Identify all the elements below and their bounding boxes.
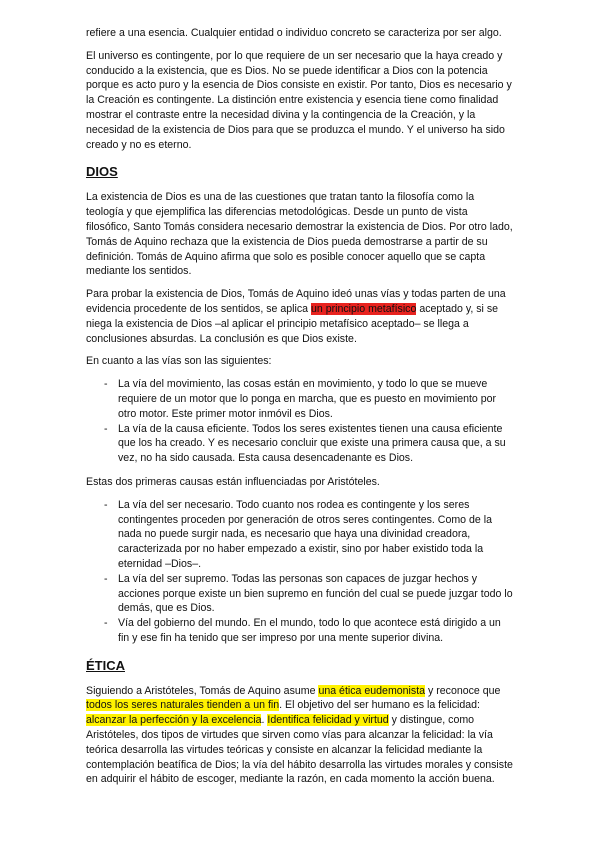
vias-list-1 — [86, 377, 514, 466]
list-item: - La vía del ser supremo. Todas las personas son capaces de juzgar hechos y acciones porque existe un bien supremo en función del cual se puede juzgar todo lo demás, que es Dios. — [104, 572, 513, 615]
dash-bullet: - — [104, 498, 108, 511]
text-segment: Para probar la existencia de Dios, Tomás de Aquino ideó unas vías y todas parten de una evidencia procedente de los sentidos, se aplica — [86, 288, 506, 315]
paragraph-universo: El universo es contingente, por lo que requiere de un ser necesario que la haya creado y conducido a la existencia, que es Dios. No se puede identificar a Dios con la potencia porque es acto puro y la esencia de Dios consiste en existir. Por tanto, Dios es necesario y la Creación es contingente. La distinción entre existencia y esencia tiene como finalidad mostrar el contraste entre la necesidad divina y la contingencia de la Creación, y la necesidad de la existencia de Dios para que se produzca el mundo. Y el universo ha sido creado y no es eterno. — [86, 49, 512, 151]
dash-bullet: - — [104, 378, 108, 391]
text-segment: aceptado y, si se niega la existencia de Dios –al aplicar el principio metafísico aceptado– se llega a conclusiones absurdas. La conclusión es que Dios existe. — [86, 302, 499, 345]
highlight-seres-naturales: todos los seres naturales tienden a un fin — [86, 699, 280, 712]
list-item: - La vía de la causa eficiente. Todos los seres existentes tienen una causa eficiente que los ha creado. Y es necesario concluir que existe una primera causa que, a su vez, no ha sido causada. Esta causa desencadenante es Dios. — [104, 422, 506, 465]
dash-bullet: - — [104, 572, 108, 585]
text-segment: y reconoce que — [425, 684, 501, 697]
highlight-principio-metafisico: un principio metafísico — [310, 302, 417, 315]
text-segment: . El objetivo del ser humano es la felicidad: — [279, 699, 480, 712]
highlight-perfeccion: alcanzar la perfección y la excelencia — [86, 714, 262, 727]
highlight-felicidad-virtud: Identifica felicidad y virtud — [267, 714, 389, 727]
paragraph-etica — [86, 684, 514, 788]
heading-etica: ÉTICA — [86, 657, 125, 673]
highlight-etica-eudemonista: una ética eudemonista — [318, 684, 426, 697]
paragraph-existencia-dios: La existencia de Dios es una de las cuestiones que tratan tanto la filosofía como la teología y que ejemplifica las diferencias metodológicas. Desde un punto de vista filosófico, Santo Tomás considera necesario demostrar la existencia de Dios. Por otro lado, Tomás de Aquino rechaza que la existencia de Dios pueda demostrarse a partir de su definición. Tomás de Aquino afirma que solo es posible conocer aquello que se capta mediante los sentidos. — [86, 191, 513, 278]
text-segment: . — [261, 714, 268, 727]
text-segment: y distingue, como Aristóteles, dos tipos de virtudes que sirven como vías para alcanzar la felicidad: la vía teórica desarrolla las virtudes teóricas y consiste en alcanzar la felicidad mediante la contemplación beatífica de Dios; la vía del hábito desarrolla las virtudes morales y consiste en adquirir el hábito de escoger, mediante la razón, en cada momento la acción buena. — [86, 714, 513, 786]
paragraph-vias-label: En cuanto a las vías son las siguientes: — [86, 355, 272, 368]
list-item: - La vía del ser necesario. Todo cuanto nos rodea es contingente y los seres contingentes proceden por generación de otros seres contingentes. Como de la nada no puede surgir nada, es necesario que haya una divinidad creadora, caracterizada por no haber empezado a existir, sino por haber existido toda la eternidad –Dios–. — [104, 498, 492, 570]
list-item: - Vía del gobierno del mundo. En el mundo, todo lo que acontece está dirigido a un fin y ese fin ha tenido que ser impreso por una mente superior divina. — [104, 617, 501, 644]
list-item: - La vía del movimiento, las cosas están en movimiento, y todo lo que se mueve requiere de un motor que lo ponga en marcha, que es puesto en movimiento por otro motor. Este primer motor inmóvil es Dios. — [104, 378, 497, 420]
paragraph-esencia: refiere a una esencia. Cualquier entidad o individuo concreto se caracteriza por ser algo. — [86, 27, 502, 39]
dash-bullet: - — [104, 422, 108, 435]
paragraph-aristoteles: Estas dos primeras causas están influenciadas por Aristóteles. — [86, 475, 380, 488]
dash-bullet: - — [104, 617, 108, 630]
heading-dios: DIOS — [86, 164, 118, 180]
vias-list-2 — [86, 498, 514, 646]
text-segment: Siguiendo a Aristóteles, Tomás de Aquino asume — [86, 684, 319, 697]
paragraph-vias-intro — [86, 287, 514, 346]
